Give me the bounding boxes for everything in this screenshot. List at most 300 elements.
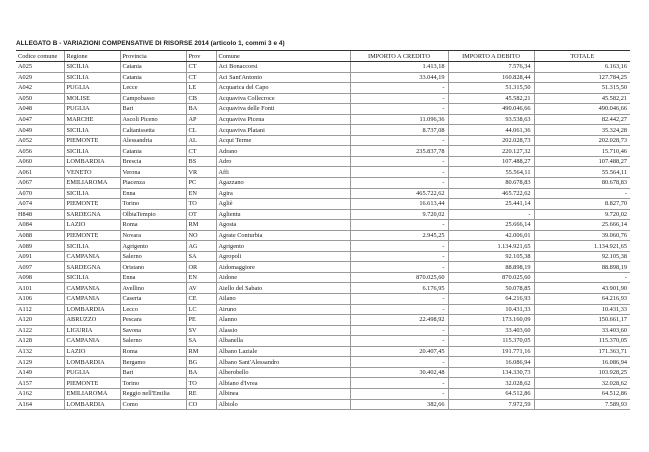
header-prov: Prov bbox=[186, 51, 216, 62]
cell-provincia: Enna bbox=[120, 272, 186, 283]
table-row bbox=[16, 325, 630, 336]
cell-totale: - bbox=[534, 188, 630, 199]
table-row bbox=[16, 93, 630, 104]
cell-comune: Albanella bbox=[216, 336, 350, 347]
cell-comune: Agira bbox=[216, 188, 350, 199]
table-header-row bbox=[16, 51, 630, 62]
table-row bbox=[16, 83, 630, 94]
cell-prov: CT bbox=[186, 62, 216, 73]
table-row bbox=[16, 230, 630, 241]
cell-code: A120 bbox=[16, 315, 64, 326]
cell-debito: 42.006,01 bbox=[448, 230, 534, 241]
cell-code: A149 bbox=[16, 367, 64, 378]
cell-code: A042 bbox=[16, 83, 64, 94]
cell-credito: 2.945,25 bbox=[350, 230, 448, 241]
header-regione: Regione bbox=[64, 51, 120, 62]
table-row bbox=[16, 283, 630, 294]
cell-regione: CAMPANIA bbox=[64, 294, 120, 305]
cell-totale: 45.582,21 bbox=[534, 93, 630, 104]
cell-comune: Agropoli bbox=[216, 251, 350, 262]
cell-regione: SICILIA bbox=[64, 72, 120, 83]
cell-prov: SV bbox=[186, 325, 216, 336]
cell-comune: Acquaviva delle Fonti bbox=[216, 104, 350, 115]
cell-totale: 33.403,60 bbox=[534, 325, 630, 336]
cell-credito: 16.613,44 bbox=[350, 199, 448, 210]
header-totale: TOTALE bbox=[534, 51, 630, 62]
cell-credito: 9.720,02 bbox=[350, 209, 448, 220]
cell-credito: 8.737,08 bbox=[350, 125, 448, 136]
table-row bbox=[16, 346, 630, 357]
cell-code: A052 bbox=[16, 135, 64, 146]
cell-debito: 80.678,83 bbox=[448, 178, 534, 189]
cell-provincia: Lecce bbox=[120, 83, 186, 94]
cell-code: A084 bbox=[16, 220, 64, 231]
cell-comune: Adrano bbox=[216, 146, 350, 157]
cell-prov: OT bbox=[186, 209, 216, 220]
cell-totale: 51.315,50 bbox=[534, 83, 630, 94]
table-body bbox=[16, 62, 630, 410]
cell-regione: LOMBARDIA bbox=[64, 399, 120, 410]
cell-totale: 490.046,66 bbox=[534, 104, 630, 115]
cell-prov: RM bbox=[186, 220, 216, 231]
cell-code: A162 bbox=[16, 388, 64, 399]
cell-credito: - bbox=[350, 325, 448, 336]
table-row bbox=[16, 167, 630, 178]
cell-code: A050 bbox=[16, 93, 64, 104]
cell-code: A091 bbox=[16, 251, 64, 262]
table-row bbox=[16, 72, 630, 83]
cell-prov: RE bbox=[186, 388, 216, 399]
cell-prov: NO bbox=[186, 230, 216, 241]
cell-prov: BA bbox=[186, 104, 216, 115]
cell-code: A088 bbox=[16, 230, 64, 241]
cell-regione: PIEMONTE bbox=[64, 135, 120, 146]
table-row bbox=[16, 367, 630, 378]
cell-code: A129 bbox=[16, 357, 64, 368]
cell-debito: 55.564,11 bbox=[448, 167, 534, 178]
table-row bbox=[16, 357, 630, 368]
cell-regione: VENETO bbox=[64, 167, 120, 178]
cell-regione: LIGURIA bbox=[64, 325, 120, 336]
cell-provincia: Campobasso bbox=[120, 93, 186, 104]
cell-code: A122 bbox=[16, 325, 64, 336]
cell-provincia: Catania bbox=[120, 72, 186, 83]
cell-debito: 191.771,16 bbox=[448, 346, 534, 357]
cell-regione: PUGLIA bbox=[64, 83, 120, 94]
cell-debito: 1.134.921,65 bbox=[448, 241, 534, 252]
table-row bbox=[16, 272, 630, 283]
cell-prov: BA bbox=[186, 367, 216, 378]
cell-credito: 20.407,45 bbox=[350, 346, 448, 357]
cell-provincia: Torino bbox=[120, 378, 186, 389]
cell-prov: VR bbox=[186, 167, 216, 178]
cell-totale: 171.363,71 bbox=[534, 346, 630, 357]
cell-totale: 88.898,19 bbox=[534, 262, 630, 273]
cell-provincia: Agrigento bbox=[120, 241, 186, 252]
cell-regione: PIEMONTE bbox=[64, 378, 120, 389]
cell-credito: 33.044,19 bbox=[350, 72, 448, 83]
cell-regione: LOMBARDIA bbox=[64, 304, 120, 315]
cell-regione: EMILIAROMA bbox=[64, 178, 120, 189]
table-row bbox=[16, 220, 630, 231]
cell-regione: MARCHE bbox=[64, 114, 120, 125]
table-row bbox=[16, 104, 630, 115]
cell-regione: CAMPANIA bbox=[64, 251, 120, 262]
cell-provincia: Roma bbox=[120, 220, 186, 231]
cell-provincia: Bari bbox=[120, 104, 186, 115]
cell-totale: 127.784,25 bbox=[534, 72, 630, 83]
cell-prov: CT bbox=[186, 72, 216, 83]
table-row bbox=[16, 388, 630, 399]
cell-provincia: Bari bbox=[120, 367, 186, 378]
cell-code: A061 bbox=[16, 167, 64, 178]
cell-totale: 43.901,90 bbox=[534, 283, 630, 294]
table-row bbox=[16, 315, 630, 326]
cell-totale: 150.661,17 bbox=[534, 315, 630, 326]
document-title: ALLEGATO B - VARIAZIONI COMPENSATIVE DI RISORSE 2014 (articolo 1, commi 3 e 4) bbox=[16, 40, 285, 47]
cell-regione: PIEMONTE bbox=[64, 230, 120, 241]
cell-debito: 115.370,05 bbox=[448, 336, 534, 347]
cell-provincia: Brescia bbox=[120, 156, 186, 167]
cell-prov: TO bbox=[186, 378, 216, 389]
table-row bbox=[16, 241, 630, 252]
table-row bbox=[16, 178, 630, 189]
cell-debito: 7.576,34 bbox=[448, 62, 534, 73]
cell-comune: Agosta bbox=[216, 220, 350, 231]
cell-regione: LAZIO bbox=[64, 346, 120, 357]
cell-comune: Agliè bbox=[216, 199, 350, 210]
cell-debito: 64.512,86 bbox=[448, 388, 534, 399]
cell-totale: 8.827,70 bbox=[534, 199, 630, 210]
cell-provincia: Salerno bbox=[120, 251, 186, 262]
cell-credito: - bbox=[350, 241, 448, 252]
cell-prov: EN bbox=[186, 272, 216, 283]
cell-debito: 16.086,94 bbox=[448, 357, 534, 368]
cell-regione: SARDEGNA bbox=[64, 209, 120, 220]
cell-provincia: Piacenza bbox=[120, 178, 186, 189]
cell-comune: Aci Bonaccorsi bbox=[216, 62, 350, 73]
cell-comune: Albano Sant'Alessandro bbox=[216, 357, 350, 368]
cell-prov: TO bbox=[186, 199, 216, 210]
cell-code: A164 bbox=[16, 399, 64, 410]
cell-prov: LE bbox=[186, 83, 216, 94]
cell-totale: 6.163,16 bbox=[534, 62, 630, 73]
cell-comune: Acquaviva Collecroce bbox=[216, 93, 350, 104]
cell-prov: CE bbox=[186, 294, 216, 305]
cell-comune: Ailano bbox=[216, 294, 350, 305]
cell-credito: - bbox=[350, 304, 448, 315]
cell-totale: 10.431,33 bbox=[534, 304, 630, 315]
cell-comune: Alanno bbox=[216, 315, 350, 326]
cell-prov: RM bbox=[186, 346, 216, 357]
cell-provincia: Oristano bbox=[120, 262, 186, 273]
cell-credito: - bbox=[350, 357, 448, 368]
header-comune: Comune bbox=[216, 51, 350, 62]
cell-credito: 870.025,60 bbox=[350, 272, 448, 283]
cell-totale: 202.028,73 bbox=[534, 135, 630, 146]
table-row bbox=[16, 399, 630, 410]
table-row bbox=[16, 188, 630, 199]
cell-code: A074 bbox=[16, 199, 64, 210]
cell-provincia: Salerno bbox=[120, 336, 186, 347]
table-row bbox=[16, 209, 630, 220]
cell-code: A157 bbox=[16, 378, 64, 389]
cell-code: A025 bbox=[16, 62, 64, 73]
cell-comune: Alberobello bbox=[216, 367, 350, 378]
cell-prov: BG bbox=[186, 357, 216, 368]
cell-debito: 93.538,63 bbox=[448, 114, 534, 125]
cell-regione: CAMPANIA bbox=[64, 336, 120, 347]
cell-totale: 115.370,05 bbox=[534, 336, 630, 347]
cell-totale: 92.105,38 bbox=[534, 251, 630, 262]
cell-prov: OR bbox=[186, 262, 216, 273]
cell-prov: AL bbox=[186, 135, 216, 146]
cell-credito: - bbox=[350, 251, 448, 262]
cell-debito: 32.028,62 bbox=[448, 378, 534, 389]
cell-totale: 80.678,83 bbox=[534, 178, 630, 189]
cell-code: A048 bbox=[16, 104, 64, 115]
cell-comune: Albiano d'Ivrea bbox=[216, 378, 350, 389]
cell-code: A097 bbox=[16, 262, 64, 273]
cell-code: A098 bbox=[16, 272, 64, 283]
cell-provincia: Roma bbox=[120, 346, 186, 357]
cell-debito: 25.441,14 bbox=[448, 199, 534, 210]
cell-comune: Aci Sant'Antonio bbox=[216, 72, 350, 83]
cell-provincia: Catania bbox=[120, 146, 186, 157]
cell-code: A067 bbox=[16, 178, 64, 189]
cell-prov: AP bbox=[186, 114, 216, 125]
cell-credito: - bbox=[350, 388, 448, 399]
cell-credito: - bbox=[350, 178, 448, 189]
cell-comune: Acqui Terme bbox=[216, 135, 350, 146]
cell-totale: 107.488,27 bbox=[534, 156, 630, 167]
cell-debito: - bbox=[448, 209, 534, 220]
cell-code: A128 bbox=[16, 336, 64, 347]
cell-provincia: Savona bbox=[120, 325, 186, 336]
cell-provincia: Alessandria bbox=[120, 135, 186, 146]
cell-regione: LOMBARDIA bbox=[64, 156, 120, 167]
cell-debito: 134.330,73 bbox=[448, 367, 534, 378]
cell-credito: 382,66 bbox=[350, 399, 448, 410]
cell-provincia: Catania bbox=[120, 62, 186, 73]
cell-totale: 39.060,76 bbox=[534, 230, 630, 241]
table-row bbox=[16, 62, 630, 73]
cell-prov: CL bbox=[186, 125, 216, 136]
cell-debito: 44.061,36 bbox=[448, 125, 534, 136]
cell-provincia: Pescara bbox=[120, 315, 186, 326]
table-row bbox=[16, 156, 630, 167]
cell-credito: - bbox=[350, 336, 448, 347]
cell-debito: 64.216,93 bbox=[448, 294, 534, 305]
cell-regione: ABRUZZO bbox=[64, 315, 120, 326]
cell-totale: 9.720,02 bbox=[534, 209, 630, 220]
cell-regione: PUGLIA bbox=[64, 367, 120, 378]
compensation-table bbox=[16, 50, 630, 410]
cell-regione: PIEMONTE bbox=[64, 199, 120, 210]
cell-prov: PC bbox=[186, 178, 216, 189]
cell-provincia: Bergamo bbox=[120, 357, 186, 368]
cell-totale: 16.086,94 bbox=[534, 357, 630, 368]
cell-regione: EMILIAROMA bbox=[64, 388, 120, 399]
cell-comune: Adro bbox=[216, 156, 350, 167]
cell-comune: Aglientu bbox=[216, 209, 350, 220]
cell-credito: - bbox=[350, 135, 448, 146]
cell-debito: 870.025,60 bbox=[448, 272, 534, 283]
cell-prov: AG bbox=[186, 241, 216, 252]
cell-provincia: Caserta bbox=[120, 294, 186, 305]
cell-provincia: Novara bbox=[120, 230, 186, 241]
cell-prov: SA bbox=[186, 251, 216, 262]
cell-regione: LAZIO bbox=[64, 220, 120, 231]
table-row bbox=[16, 262, 630, 273]
table-row bbox=[16, 125, 630, 136]
cell-debito: 7.972,59 bbox=[448, 399, 534, 410]
cell-debito: 92.105,38 bbox=[448, 251, 534, 262]
cell-code: A060 bbox=[16, 156, 64, 167]
cell-comune: Albano Laziale bbox=[216, 346, 350, 357]
cell-code: A056 bbox=[16, 146, 64, 157]
cell-comune: Airuno bbox=[216, 304, 350, 315]
cell-credito: 6.176,95 bbox=[350, 283, 448, 294]
table-row bbox=[16, 378, 630, 389]
cell-debito: 51.315,50 bbox=[448, 83, 534, 94]
cell-prov: CT bbox=[186, 146, 216, 157]
table-row bbox=[16, 251, 630, 262]
cell-debito: 173.160,09 bbox=[448, 315, 534, 326]
cell-provincia: Ascoli Piceno bbox=[120, 114, 186, 125]
cell-totale: 64.216,93 bbox=[534, 294, 630, 305]
cell-regione: SICILIA bbox=[64, 62, 120, 73]
cell-debito: 202.028,73 bbox=[448, 135, 534, 146]
cell-debito: 25.666,14 bbox=[448, 220, 534, 231]
cell-provincia: Torino bbox=[120, 199, 186, 210]
cell-provincia: Reggio nell'Emilia bbox=[120, 388, 186, 399]
cell-provincia: Enna bbox=[120, 188, 186, 199]
cell-debito: 88.898,19 bbox=[448, 262, 534, 273]
cell-credito: 22.498,92 bbox=[350, 315, 448, 326]
cell-totale: 7.589,93 bbox=[534, 399, 630, 410]
cell-comune: Acquaviva Platani bbox=[216, 125, 350, 136]
cell-prov: LC bbox=[186, 304, 216, 315]
cell-regione: SICILIA bbox=[64, 241, 120, 252]
table-row bbox=[16, 294, 630, 305]
cell-regione: SICILIA bbox=[64, 188, 120, 199]
cell-totale: - bbox=[534, 272, 630, 283]
cell-debito: 45.582,21 bbox=[448, 93, 534, 104]
cell-provincia: OlbiaTempio bbox=[120, 209, 186, 220]
table-row bbox=[16, 199, 630, 210]
cell-credito: - bbox=[350, 156, 448, 167]
cell-comune: Agrigento bbox=[216, 241, 350, 252]
cell-regione: MOLISE bbox=[64, 93, 120, 104]
cell-credito: 30.402,48 bbox=[350, 367, 448, 378]
cell-code: A132 bbox=[16, 346, 64, 357]
cell-credito: 11.096,36 bbox=[350, 114, 448, 125]
cell-regione: LOMBARDIA bbox=[64, 357, 120, 368]
cell-credito: - bbox=[350, 262, 448, 273]
cell-credito: 1.413,18 bbox=[350, 62, 448, 73]
cell-credito: - bbox=[350, 83, 448, 94]
cell-regione: SICILIA bbox=[64, 146, 120, 157]
table-row bbox=[16, 336, 630, 347]
table-row bbox=[16, 304, 630, 315]
cell-code: A070 bbox=[16, 188, 64, 199]
cell-provincia: Verona bbox=[120, 167, 186, 178]
cell-comune: Agrate Conturbia bbox=[216, 230, 350, 241]
cell-comune: Alassio bbox=[216, 325, 350, 336]
cell-code: A106 bbox=[16, 294, 64, 305]
cell-code: A029 bbox=[16, 72, 64, 83]
cell-provincia: Avellino bbox=[120, 283, 186, 294]
cell-totale: 15.710,46 bbox=[534, 146, 630, 157]
cell-comune: Affi bbox=[216, 167, 350, 178]
cell-comune: Albiolo bbox=[216, 399, 350, 410]
cell-comune: Aiello del Sabato bbox=[216, 283, 350, 294]
cell-code: A047 bbox=[16, 114, 64, 125]
table-row bbox=[16, 146, 630, 157]
cell-comune: Aidomaggiore bbox=[216, 262, 350, 273]
cell-code: A101 bbox=[16, 283, 64, 294]
cell-debito: 465.722,62 bbox=[448, 188, 534, 199]
cell-prov: EN bbox=[186, 188, 216, 199]
cell-prov: CB bbox=[186, 93, 216, 104]
cell-credito: - bbox=[350, 93, 448, 104]
cell-code: A049 bbox=[16, 125, 64, 136]
cell-code: A112 bbox=[16, 304, 64, 315]
cell-prov: SA bbox=[186, 336, 216, 347]
cell-comune: Acquaviva Picena bbox=[216, 114, 350, 125]
cell-comune: Albinea bbox=[216, 388, 350, 399]
cell-debito: 10.431,33 bbox=[448, 304, 534, 315]
cell-credito: - bbox=[350, 167, 448, 178]
cell-regione: PUGLIA bbox=[64, 104, 120, 115]
cell-totale: 64.512,86 bbox=[534, 388, 630, 399]
cell-credito: 465.722,62 bbox=[350, 188, 448, 199]
cell-prov: BS bbox=[186, 156, 216, 167]
cell-provincia: Caltanissetta bbox=[120, 125, 186, 136]
cell-comune: Aidone bbox=[216, 272, 350, 283]
cell-regione: SICILIA bbox=[64, 272, 120, 283]
cell-code: A089 bbox=[16, 241, 64, 252]
cell-totale: 32.028,62 bbox=[534, 378, 630, 389]
cell-credito: - bbox=[350, 104, 448, 115]
cell-totale: 82.442,27 bbox=[534, 114, 630, 125]
cell-credito: - bbox=[350, 378, 448, 389]
header-code: Codice comune bbox=[16, 51, 64, 62]
cell-code: H848 bbox=[16, 209, 64, 220]
cell-prov: CO bbox=[186, 399, 216, 410]
cell-debito: 50.078,85 bbox=[448, 283, 534, 294]
cell-credito: - bbox=[350, 220, 448, 231]
cell-totale: 55.564,11 bbox=[534, 167, 630, 178]
cell-totale: 103.928,25 bbox=[534, 367, 630, 378]
table-row bbox=[16, 114, 630, 125]
cell-debito: 33.403,60 bbox=[448, 325, 534, 336]
cell-credito: 235.837,78 bbox=[350, 146, 448, 157]
table-row bbox=[16, 135, 630, 146]
header-debito: IMPORTO A DEBITO bbox=[448, 51, 534, 62]
cell-totale: 25.666,14 bbox=[534, 220, 630, 231]
cell-comune: Acquarica del Capo bbox=[216, 83, 350, 94]
cell-debito: 490.046,66 bbox=[448, 104, 534, 115]
header-provincia: Provincia bbox=[120, 51, 186, 62]
cell-prov: PE bbox=[186, 315, 216, 326]
cell-debito: 160.828,44 bbox=[448, 72, 534, 83]
header-credito: IMPORTO A CREDITO bbox=[350, 51, 448, 62]
cell-credito: - bbox=[350, 294, 448, 305]
cell-provincia: Lecco bbox=[120, 304, 186, 315]
cell-prov: AV bbox=[186, 283, 216, 294]
